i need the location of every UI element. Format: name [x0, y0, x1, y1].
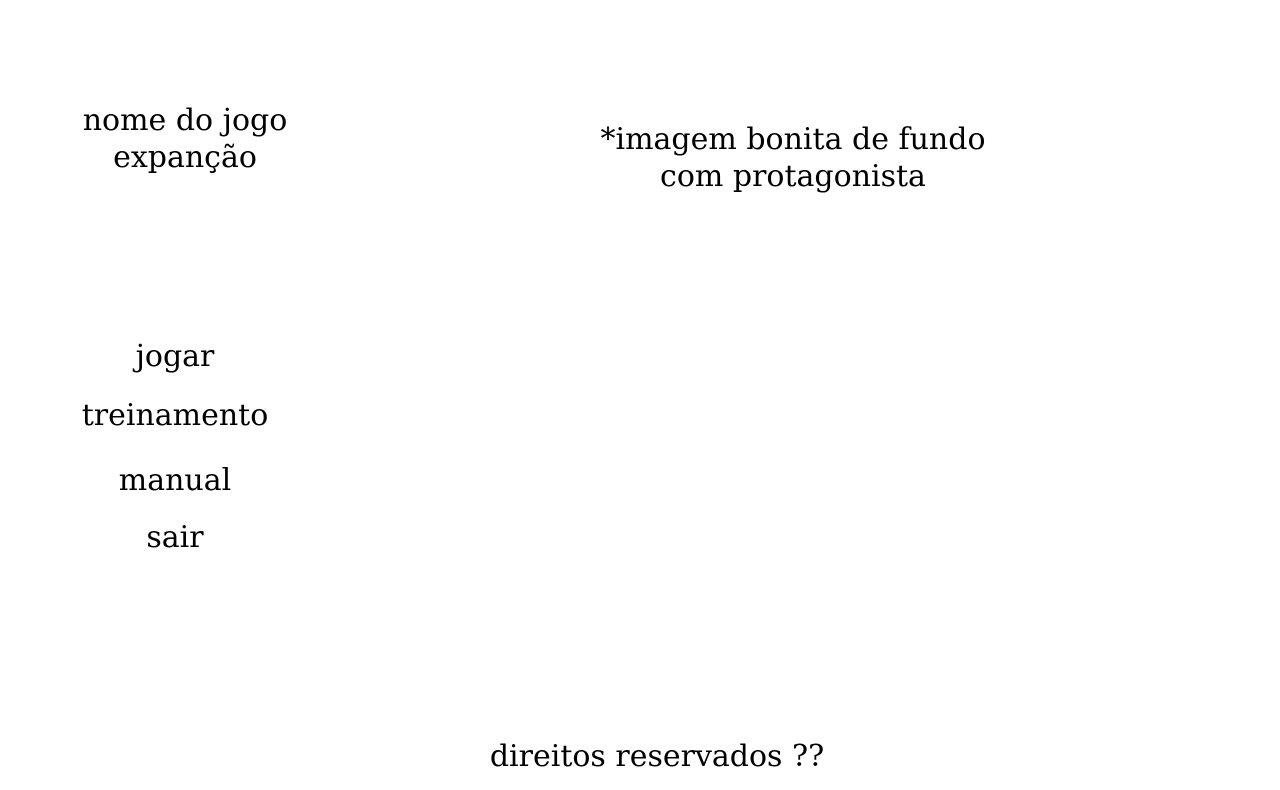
game-title — [82, 102, 288, 176]
game-title-name: nome do jogo — [82, 103, 288, 138]
footer-copyright: direitos reservados ?? — [489, 739, 825, 774]
background-note-line1: *imagem bonita de fundo — [600, 122, 986, 157]
menu-item-manual[interactable]: manual — [118, 463, 232, 498]
game-title-expansion: expanção — [113, 140, 257, 175]
background-note-line2: com protagonista — [660, 159, 926, 194]
background-image-placeholder — [597, 121, 989, 195]
menu-item-exit[interactable]: sair — [146, 520, 204, 555]
menu-item-play[interactable]: jogar — [135, 339, 215, 374]
menu-item-training[interactable]: treinamento — [81, 398, 269, 433]
